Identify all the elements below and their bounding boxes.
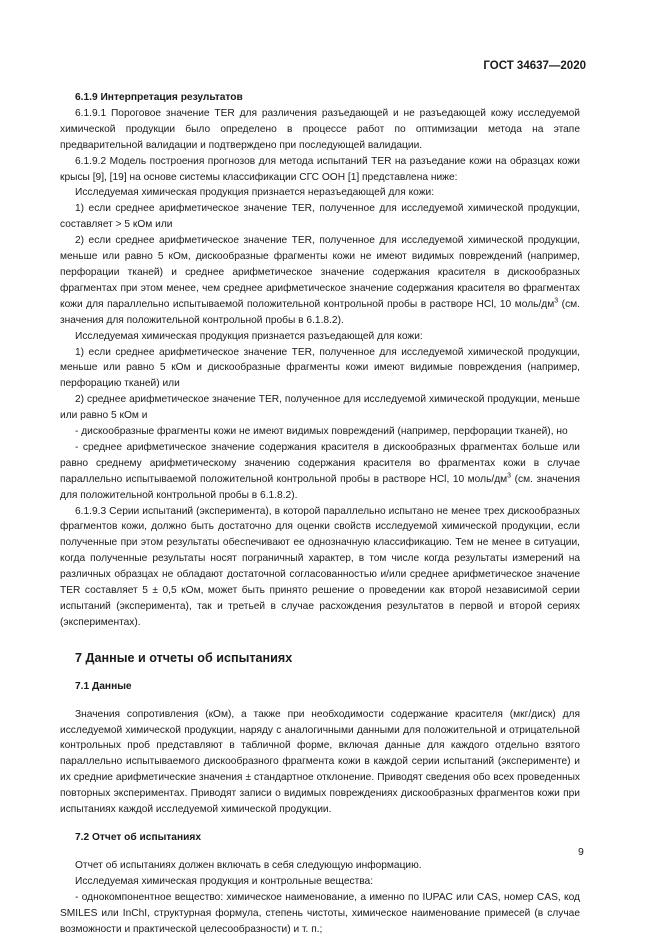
- paragraph-corrosive-1: 1) если среднее арифметическое значение TER, полученное для исследуемой химической продукции, меньше или равно 5 кОм и дискообразные фрагменты кожи имеют видимые повреждения (например, перфорацию тканей) или: [60, 346, 580, 390]
- text: (см. значения для положительной контрольной пробы в 6.1.8.2).: [60, 298, 580, 326]
- superscript: 3: [507, 472, 512, 480]
- paragraph-corrosive-2-dash-1: - дискообразные фрагменты кожи не имеют видимых повреждений (например, перфорации тканей), но: [75, 426, 568, 438]
- paragraph-corrosive-2: 2) среднее арифметическое значение TER, полученное для исследуемой химической продукции, меньше или равно 5 кОм и: [60, 394, 580, 422]
- text: - среднее арифметическое значение содержания красителя в дискообразных фрагментах больше или равно среднему арифметическому значению содержания красителя во фрагментах кожи в случае параллельно испытываемой положительной контрольной пробы в растворе HCl, 10 моль/дм: [60, 441, 580, 485]
- paragraph-non-corrosive-1: 1) если среднее арифметическое значение TER, полученное для исследуемой химической продукции, составляет > 5 кОм или: [60, 203, 580, 231]
- paragraph-7-1: Значения сопротивления (кОм), а также при необходимости содержание красителя (мкг/диск) для исследуемой химической продукции, наряду с аналогичными данными для положительной и отрицательной контрольных проб представляют в табличной форме, включая данные для каждого отдельно взятого параллельно испытываемого дискообразного фрагмента кожи в каждой серии испытаний (эксперименте) и их средние арифметические значения ± стандартное отклонение. Приводят сведения обо всех проведенных повторных экспериментах. Приводят записи о видимых повреждениях дискообразных фрагментов кожи при испытаниях каждой исследуемой химической продукции.: [60, 708, 580, 816]
- document-body: [60, 90, 580, 937]
- section-7-2-heading: 7.2 Отчет об испытаниях: [75, 831, 201, 843]
- paragraph-corrosive-intro: Исследуемая химическая продукция признается разъедающей для кожи:: [75, 330, 423, 342]
- paragraph-7-2-a: Отчет об испытаниях должен включать в себя следующую информацию.: [75, 859, 422, 871]
- document-header: ГОСТ 34637—2020: [483, 60, 586, 72]
- paragraph-6-1-9-3: 6.1.9.3 Серии испытаний (эксперимента), в которой параллельно испытано не менее трех дискообразных фрагментов кожи, должно быть достаточно для оценки свойств исследуемой химической продукции, если полученные при этом результаты обеспечивают ее однозначную классификацию. Тем не менее в ситуации, когда полученные результаты носят пограничный характер, в том числе когда результаты измерений на различных образцах не обладают достаточной согласованностью и/или среднее арифметическое значение TER составляет 5 ± 0,5 кОм, может быть принято решение о проведении как второй независимой серии испытаний (эксперимента), так и третьей в случае расхождения результатов в первой и второй сериях (экспериментах).: [60, 505, 580, 628]
- paragraph-7-2-b: Исследуемая химическая продукция и контрольные вещества:: [75, 875, 374, 887]
- section-7-1-heading: 7.1 Данные: [75, 680, 132, 692]
- section-6-1-9-heading: 6.1.9 Интерпретация результатов: [75, 92, 243, 103]
- text: 2) если среднее арифметическое значение TER, полученное для исследуемой химической продукции, меньше или равно 5 кОм, дискообразные фрагменты кожи не имеют видимых повреждений (например, перфорации тканей) и среднее арифметическое значение содержания красителя в дискообразных фрагментах при этом менее, чем среднее арифметическое значение содержания красителя во фрагментах кожи для параллельно испытываемой положительной контрольной пробы в растворе HCl, 10 моль/дм: [60, 235, 580, 310]
- section-7-heading: 7 Данные и отчеты об испытаниях: [75, 650, 293, 665]
- paragraph-6-1-9-2: 6.1.9.2 Модель построения прогнозов для метода испытаний TER на разъедание кожи на образцах кожи крысы [9], [19] на основе системы классификации СГС ООН [1] представлена ниже:: [60, 155, 580, 183]
- paragraph-corrosive-2-dash-2: [60, 440, 580, 504]
- paragraph-7-2-c: - однокомпонентное вещество: химическое наименование, а именно по IUPAC или CAS, номер CAS, код SMILES или InChI, структурная формула, степень чистоты, химическое наименование примесей (в случае возможности и практической целесообразности) и т. п.;: [60, 891, 580, 935]
- paragraph-6-1-9-1: 6.1.9.1 Пороговое значение TER для различения разъедающей и не разъедающей кожу исследуемой химической продукции было определено в процессе работ по оптимизации метода на этапе предварительной валидации и подтверждено при последующей валидации.: [60, 107, 580, 151]
- text: (см. значения для положительной контрольной пробы в 6.1.8.2).: [60, 473, 580, 501]
- page-number: 9: [578, 846, 584, 858]
- paragraph-non-corrosive-2: [60, 233, 580, 328]
- paragraph-non-corrosive-intro: Исследуемая химическая продукция признается неразъедающей для кожи:: [75, 187, 435, 199]
- superscript: 3: [554, 297, 559, 305]
